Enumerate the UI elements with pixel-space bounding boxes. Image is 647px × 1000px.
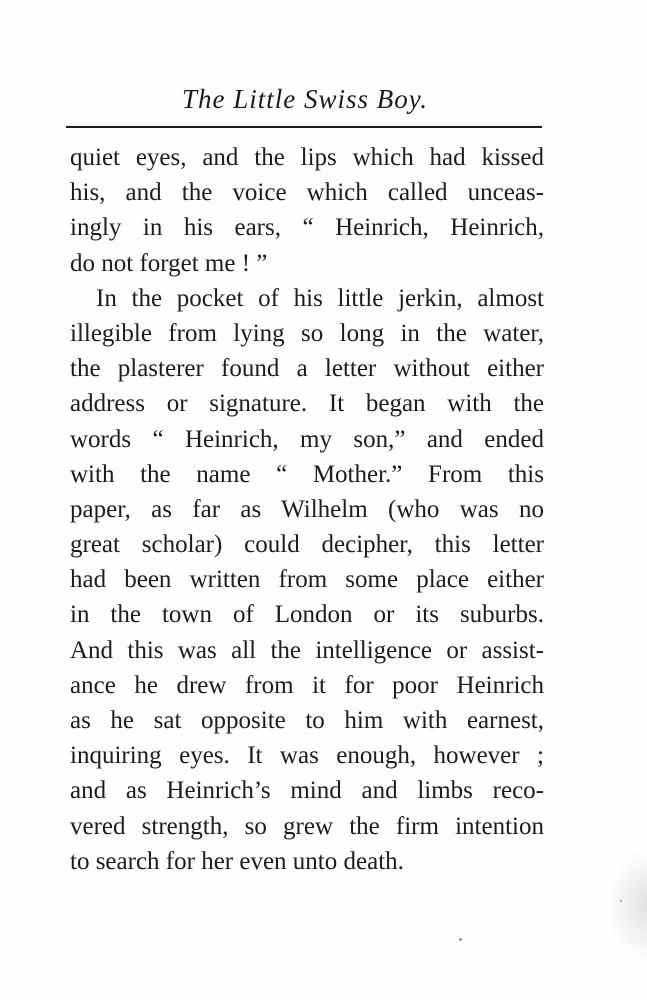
- text-line: with the name “ Mother.” From this: [70, 460, 544, 488]
- text-line: paper, as far as Wilhelm (who was no: [70, 495, 544, 523]
- text-line: vered strength, so grew the firm intention: [70, 812, 544, 840]
- text-line: in the town of London or its suburbs.: [70, 601, 544, 629]
- text-line: do not forget me ! ”: [70, 249, 268, 277]
- page-body-text: [70, 140, 544, 879]
- text-line: words “ Heinrich, my son,” and ended: [70, 425, 544, 453]
- text-line: And this was all the intelligence or assist-: [70, 636, 544, 664]
- text-line: ance he drew from it for poor Heinrich: [70, 671, 544, 699]
- text-line: address or signature. It began with the: [70, 390, 544, 418]
- header-rule: [66, 126, 542, 128]
- page-edge-shading: [607, 850, 647, 960]
- text-line: had been written from some place either: [70, 566, 544, 594]
- text-line: great scholar) could decipher, this letter: [70, 531, 544, 559]
- text-line: to search for her even unto death.: [70, 847, 404, 875]
- text-line: quiet eyes, and the lips which had kissed: [70, 144, 544, 171]
- text-line: In the pocket of his little jerkin, almost: [96, 284, 544, 312]
- text-line: inquiring eyes. It was enough, however ;: [70, 742, 544, 770]
- text-line: ingly in his ears, “ Heinrich, Heinrich,: [70, 214, 544, 242]
- running-head-title: The Little Swiss Boy.: [181, 84, 429, 114]
- text-line: his, and the voice which called unceas-: [70, 179, 544, 207]
- paper-speck: [620, 900, 622, 902]
- text-line: as he sat opposite to him with earnest,: [70, 707, 544, 734]
- text-line: the plasterer found a letter without either: [70, 355, 544, 383]
- text-line: and as Heinrich’s mind and limbs reco-: [70, 777, 544, 805]
- text-line: illegible from lying so long in the water,: [70, 319, 544, 347]
- paper-speck: [459, 938, 462, 941]
